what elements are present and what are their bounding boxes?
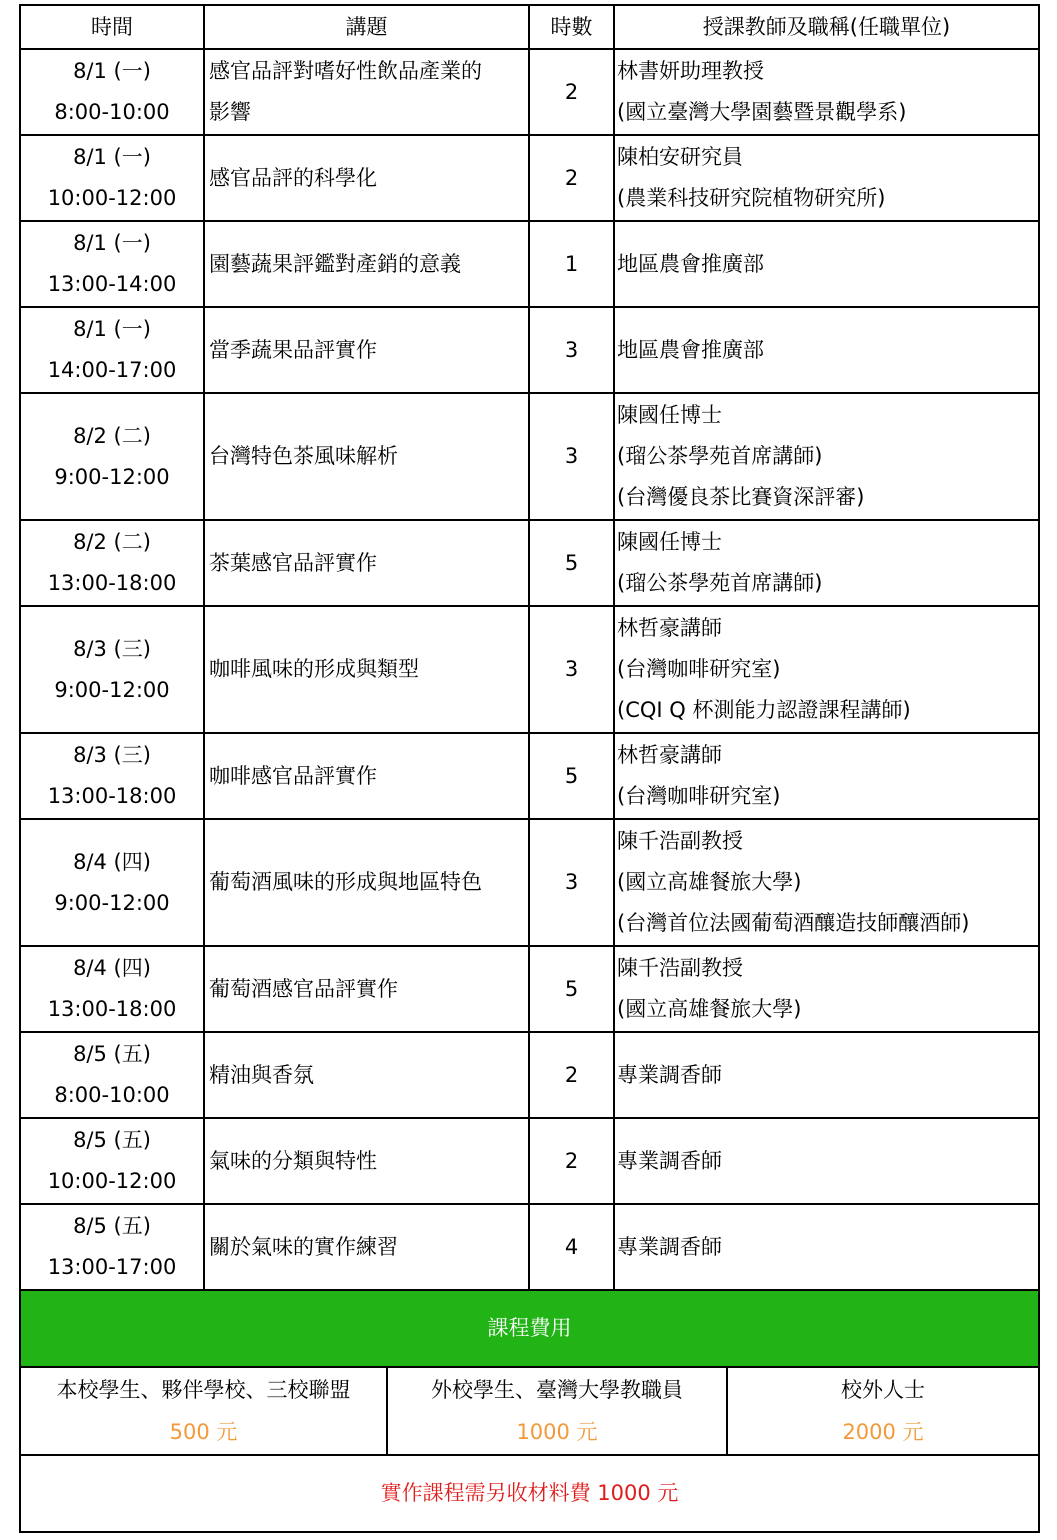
teacher-name: 陳國任博士 [617,403,722,427]
fee-tier-label: 校外人士 [841,1378,925,1402]
teacher-affiliation: (瑠公茶學苑首席講師) [617,571,823,595]
session-time-cell [20,307,204,393]
teacher-affiliation: (台灣咖啡研究室) [617,657,781,681]
teacher-affiliation: (台灣咖啡研究室) [617,784,781,808]
fee-tier-public [727,1368,1039,1455]
session-hours: 2 [529,1032,614,1118]
session-hours: 1 [529,221,614,307]
session-date: 8/4 (四) [73,956,151,980]
fee-tier-label: 外校學生、臺灣大學教職員 [431,1378,683,1402]
teacher-name: 林書妍助理教授 [617,59,764,83]
session-topic [204,520,529,606]
session-hours: 5 [529,733,614,819]
session-topic [204,1032,529,1118]
session-time: 9:00-12:00 [54,890,170,915]
session-date: 8/2 (二) [73,423,151,448]
schedule-row [20,1204,1039,1290]
fee-tier-price: 1000 元 [516,1420,598,1444]
session-time: 9:00-12:00 [54,464,170,489]
schedule-row [20,1118,1039,1204]
session-teacher [614,733,1039,819]
schedule-body [20,49,1039,1290]
session-topic [204,221,529,307]
topic-line: 當季蔬果品評實作 [209,337,377,362]
topic-line: 園藝蔬果評鑑對產銷的意義 [209,251,461,276]
session-teacher [614,1204,1039,1290]
session-hours: 3 [529,393,614,520]
session-teacher [614,307,1039,393]
session-time-cell [20,49,204,135]
teacher-affiliation: (國立高雄餐旅大學) [617,870,802,894]
session-date: 8/5 (五) [73,1128,151,1152]
schedule-row [20,307,1039,393]
session-date: 8/4 (四) [73,849,151,874]
fee-tier-label: 本校學生、夥伴學校、三校聯盟 [56,1378,351,1402]
fee-tier-internal [20,1368,387,1455]
session-topic [204,946,529,1032]
header-time: 時間 [20,5,204,49]
session-teacher [614,520,1039,606]
schedule-row [20,49,1039,135]
session-time-cell [20,1204,204,1290]
session-topic [204,49,529,135]
topic-line: 影響 [209,100,251,124]
session-date: 8/3 (三) [73,636,151,661]
session-hours: 4 [529,1204,614,1290]
session-time-cell [20,393,204,520]
schedule-table [19,4,1040,1368]
session-teacher [614,393,1039,520]
session-teacher [614,606,1039,733]
teacher-name: 地區農會推廣部 [617,337,764,362]
session-time: 10:00-12:00 [47,1169,177,1193]
teacher-affiliation: (台灣優良茶比賽資深評審) [617,485,865,509]
session-time: 9:00-12:00 [54,677,170,702]
session-time: 13:00-18:00 [47,784,177,808]
session-date: 8/5 (五) [73,1214,151,1238]
topic-line: 茶葉感官品評實作 [209,550,377,575]
header-hours: 時數 [529,5,614,49]
session-date: 8/3 (三) [73,743,151,767]
session-hours: 3 [529,307,614,393]
session-topic [204,393,529,520]
session-time: 13:00-14:00 [47,272,177,296]
topic-line: 台灣特色茶風味解析 [209,444,398,468]
session-time-cell [20,221,204,307]
session-topic [204,1118,529,1204]
teacher-name: 專業調香師 [617,1062,722,1087]
session-date: 8/1 (一) [73,145,151,169]
session-hours: 5 [529,946,614,1032]
session-hours: 3 [529,606,614,733]
material-fee-note: 實作課程需另收材料費 1000 元 [20,1455,1039,1532]
session-time: 10:00-12:00 [47,186,177,210]
session-time: 8:00-10:00 [54,1083,170,1107]
session-topic [204,135,529,221]
course-schedule [19,4,1038,1533]
schedule-row [20,606,1039,733]
teacher-name: 陳千浩副教授 [617,956,743,980]
teacher-affiliation: (瑠公茶學苑首席講師) [617,444,823,468]
teacher-name: 林哲豪講師 [617,616,722,640]
teacher-affiliation: (國立臺灣大學園藝暨景觀學系) [617,100,907,124]
session-hours: 5 [529,520,614,606]
schedule-row [20,221,1039,307]
session-date: 8/1 (一) [73,59,151,83]
session-date: 8/5 (五) [73,1042,151,1066]
session-time: 13:00-17:00 [47,1255,177,1279]
session-teacher [614,221,1039,307]
session-teacher [614,819,1039,946]
teacher-name: 陳國任博士 [617,530,722,554]
teacher-name: 林哲豪講師 [617,743,722,767]
session-topic [204,606,529,733]
session-hours: 2 [529,1118,614,1204]
session-time: 14:00-17:00 [47,358,177,382]
schedule-row [20,1032,1039,1118]
fee-tier-price: 2000 元 [842,1420,924,1444]
fee-tier-external-student [387,1368,727,1455]
fee-tier-price: 500 元 [169,1420,238,1444]
session-teacher [614,49,1039,135]
teacher-affiliation: (CQI Q 杯測能力認證課程講師) [617,698,911,722]
schedule-row [20,135,1039,221]
topic-line: 咖啡風味的形成與類型 [209,657,419,681]
header-teacher: 授課教師及職稱(任職單位) [614,5,1039,49]
session-teacher [614,135,1039,221]
topic-line: 氣味的分類與特性 [209,1148,377,1173]
teacher-name: 陳柏安研究員 [617,145,743,169]
teacher-name: 地區農會推廣部 [617,251,764,276]
session-time: 13:00-18:00 [47,997,177,1021]
fee-tier-row [20,1368,1039,1455]
session-time-cell [20,1032,204,1118]
session-time-cell [20,733,204,819]
session-topic [204,819,529,946]
session-hours: 2 [529,135,614,221]
session-time-cell [20,946,204,1032]
session-date: 8/1 (一) [73,317,151,341]
session-hours: 3 [529,819,614,946]
teacher-affiliation: (農業科技研究院植物研究所) [617,186,886,210]
session-date: 8/2 (二) [73,530,151,554]
session-time-cell [20,606,204,733]
topic-line: 感官品評的科學化 [209,165,377,190]
schedule-row [20,520,1039,606]
topic-line: 感官品評對嗜好性飲品產業的 [209,59,482,83]
session-teacher [614,1118,1039,1204]
session-topic [204,307,529,393]
schedule-row [20,393,1039,520]
topic-line: 葡萄酒感官品評實作 [209,976,398,1001]
fee-title: 課程費用 [20,1290,1039,1367]
teacher-name: 專業調香師 [617,1148,722,1173]
session-time-cell [20,520,204,606]
topic-line: 精油與香氛 [209,1062,314,1087]
schedule-row [20,819,1039,946]
topic-line: 葡萄酒風味的形成與地區特色 [209,870,482,894]
session-teacher [614,1032,1039,1118]
topic-line: 咖啡感官品評實作 [209,763,377,788]
session-date: 8/1 (一) [73,231,151,255]
teacher-affiliation: (台灣首位法國葡萄酒釀造技師釀酒師) [617,911,970,935]
fee-table [19,1368,1040,1533]
session-teacher [614,946,1039,1032]
session-time-cell [20,1118,204,1204]
topic-line: 關於氣味的實作練習 [209,1234,398,1259]
session-hours: 2 [529,49,614,135]
session-time-cell [20,819,204,946]
schedule-header-row [20,5,1039,49]
session-topic [204,1204,529,1290]
session-topic [204,733,529,819]
session-time: 13:00-18:00 [47,571,177,595]
teacher-affiliation: (國立高雄餐旅大學) [617,997,802,1021]
fee-section [20,1290,1039,1367]
teacher-name: 專業調香師 [617,1234,722,1259]
session-time: 8:00-10:00 [54,100,170,124]
teacher-name: 陳千浩副教授 [617,829,743,853]
header-topic: 講題 [204,5,529,49]
session-time-cell [20,135,204,221]
schedule-row [20,733,1039,819]
schedule-row [20,946,1039,1032]
